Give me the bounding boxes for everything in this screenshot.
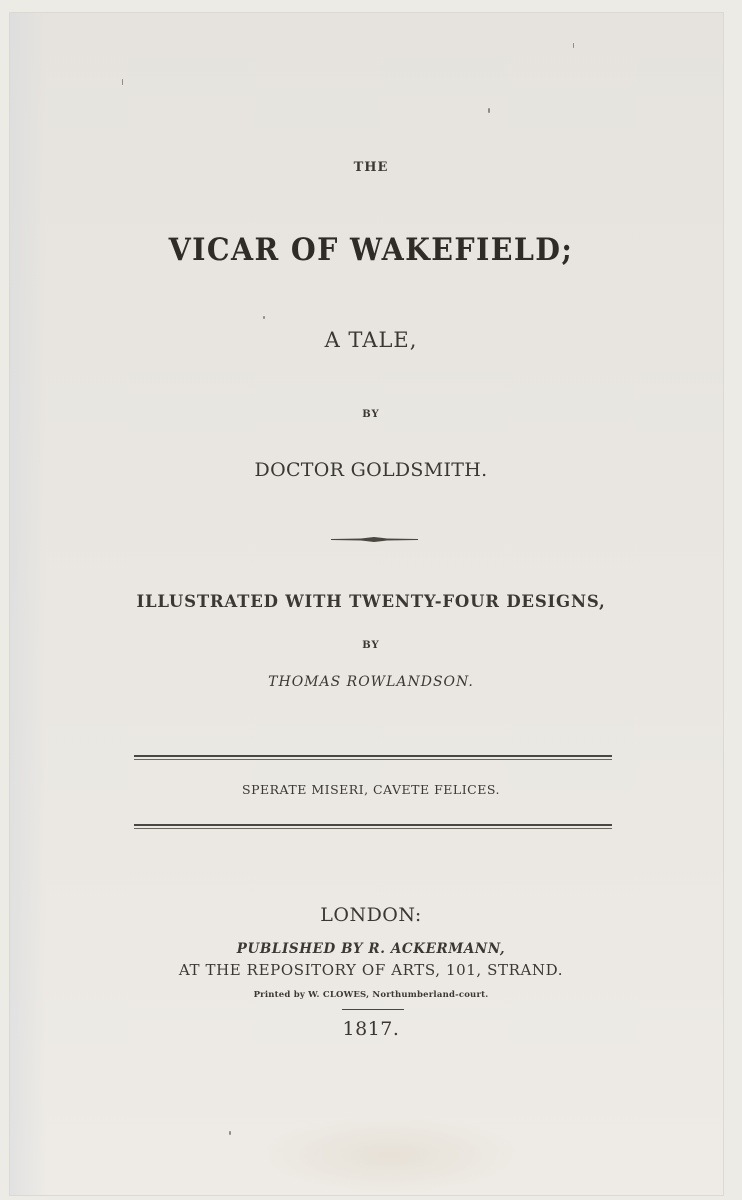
paper-speck <box>263 316 265 319</box>
paper-speck <box>488 108 490 113</box>
paper-speck <box>573 43 574 48</box>
ornamental-dash-divider <box>331 537 418 542</box>
imprint-city: LONDON: <box>320 904 422 926</box>
paper-speck <box>229 1131 231 1135</box>
book-subtitle: A TALE, <box>324 328 418 352</box>
imprint-publisher: PUBLISHED BY R. ACKERMANN, <box>236 941 506 957</box>
imprint-printer: Printed by W. CLOWES, Northumberland-court. <box>253 990 489 1000</box>
title-article: THE <box>353 160 389 175</box>
author-name: DOCTOR GOLDSMITH. <box>254 459 488 481</box>
book-title: VICAR OF WAKEFIELD; <box>168 232 574 268</box>
double-rule-bottom <box>134 824 612 829</box>
short-rule-divider <box>342 1009 404 1010</box>
imprint-year: 1817. <box>342 1018 400 1040</box>
imprint-address: AT THE REPOSITORY OF ARTS, 101, STRAND. <box>178 961 564 979</box>
illustrator-name: THOMAS ROWLANDSON. <box>268 674 474 690</box>
illustrator-prefix: BY <box>362 640 380 651</box>
illustration-note: ILLUSTRATED WITH TWENTY-FOUR DESIGNS, <box>136 592 606 611</box>
double-rule-top <box>134 755 612 760</box>
author-prefix: BY <box>362 409 380 420</box>
paper-speck <box>122 79 123 85</box>
latin-motto: SPERATE MISERI, CAVETE FELICES. <box>242 782 500 797</box>
